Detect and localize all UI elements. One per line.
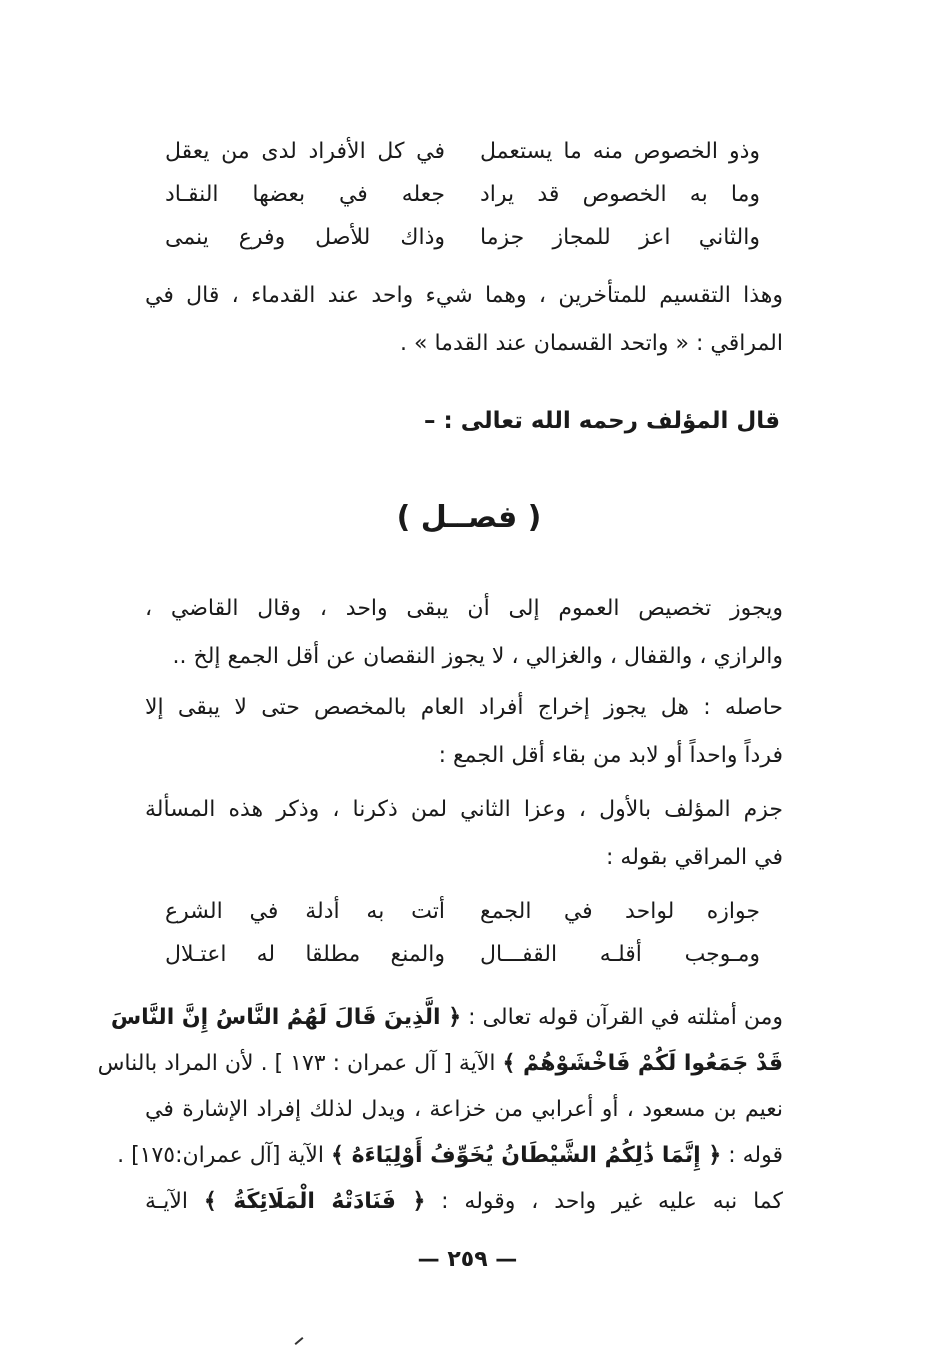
paragraph-jazm [145, 786, 783, 882]
verses-middle [165, 890, 760, 976]
quran-quote: ﴿ الَّذِينَ قَالَ لَهُمُ النَّاسُ إِنَّ النَّاسَ [110, 1005, 462, 1030]
verse-left: وذاك للأصل وفرع ينمى [165, 225, 445, 250]
verse-left: في كل الأفراد لدى من يعقل [165, 139, 445, 164]
text-line: المراقي : « واتحد القسمان عند القدما » . [400, 331, 783, 356]
text-span: الآية [آل عمران:١٧٥] . [117, 1143, 332, 1168]
verse-right: جوازه لواحد في الجمع [480, 899, 760, 924]
text-line: وهذا التقسيم للمتأخرين ، وهما شيء واحد عند القدماء ، قال في [145, 283, 783, 308]
text-line: والرازي ، والقفال ، والغزالي ، لا يجوز النقصان عن أقل الجمع إلخ .. [172, 644, 783, 669]
text-span: الآية [ آل عمران : ١٧٣ ] . لأن المراد بالناس [97, 1051, 503, 1076]
verse-right: وما به الخصوص قد يراد [480, 182, 760, 207]
verse-right: والثاني اعز للمجاز جزما [480, 225, 760, 250]
verse-left: أتت به أدلة في الشرع [165, 899, 445, 924]
verse-row [165, 933, 760, 976]
paragraph-taqsim [145, 272, 783, 368]
verse-row [165, 890, 760, 933]
paragraph-amthila [97, 995, 783, 1225]
verse-left: والمنع مطلقا له اعتـلال [165, 942, 445, 967]
fasl-title: ( فصــل ) [396, 500, 542, 535]
verse-left: جعله في بعضها النقـاد [165, 182, 445, 207]
text-line: ويجوز تخصيص العموم إلى أن يبقى واحد ، وقال القاضي ، [145, 596, 783, 621]
verse-row [165, 216, 760, 259]
text-line: في المراقي بقوله : [606, 845, 783, 870]
scan-mark [295, 1337, 304, 1345]
text-span: كما نبه عليه غير واحد ، وقوله : [425, 1189, 783, 1214]
paragraph-takhsis [145, 585, 783, 681]
quran-quote: ﴿ فَنَادَتْهُ الْمَلَائِكَةُ ﴾ [203, 1189, 426, 1214]
quran-quote: ﴿ إِنَّمَا ذَٰلِكُمُ الشَّيْطَانُ يُخَوِّفُ أَوْلِيَاءَهُ ﴾ [331, 1143, 722, 1168]
verse-right: وذو الخصوص منه ما يستعمل [480, 139, 760, 164]
text-line: حاصله : هل يجوز إخراج أفراد العام بالمخصص حتى لا يبقى إلا [145, 695, 783, 720]
verses-top [165, 130, 760, 259]
text-line: جزم المؤلف بالأول ، وعزا الثاني لمن ذكرنا ، وذكر هذه المسألة [145, 797, 783, 822]
text-span: قوله : [721, 1143, 783, 1168]
text-span: ومن أمثلته في القرآن قوله تعالى : [461, 1005, 783, 1030]
verse-row [165, 130, 760, 173]
text-line [97, 1041, 783, 1087]
quran-quote: قَدْ جَمَعُوا لَكُمْ فَاخْشَوْهُمْ ﴾ [502, 1051, 783, 1076]
verse-row [165, 173, 760, 216]
text-line [110, 995, 783, 1041]
page-number: — ٢٥٩ — [417, 1247, 518, 1272]
paragraph-hasiluh [145, 684, 783, 780]
section-heading: قال المؤلف رحمه الله تعالى : – [424, 408, 780, 434]
verse-right: ومـوجب أقلـه القفـــال [480, 942, 760, 967]
text-span: الآيـة [145, 1189, 204, 1214]
text-line: نعيم بن مسعود ، أو أعرابي من خزاعة ، ويدل لذلك إفراد الإشارة في [145, 1097, 783, 1122]
text-line [117, 1133, 783, 1179]
text-line [145, 1179, 783, 1225]
text-line: فرداً واحداً أو لابد من بقاء أقل الجمع : [438, 743, 783, 768]
